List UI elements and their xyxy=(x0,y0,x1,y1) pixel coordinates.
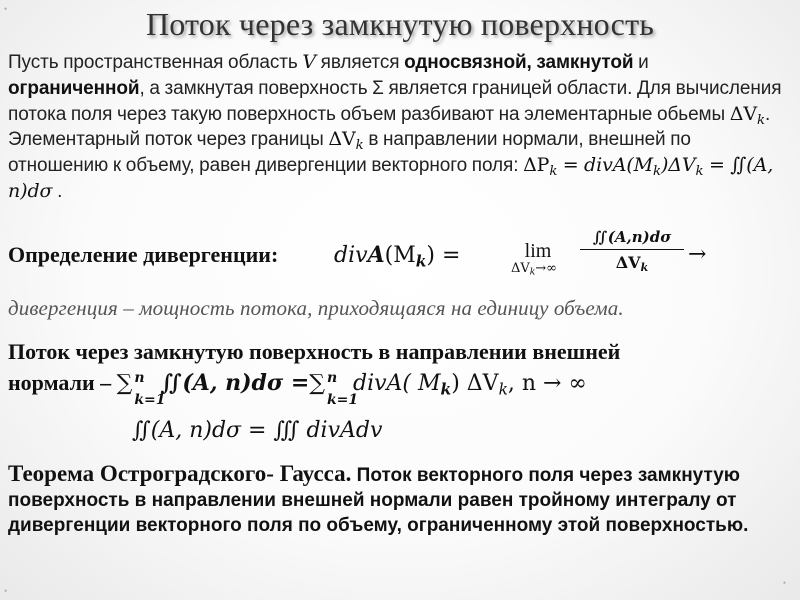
intro-text: . Элементарный поток через границы xyxy=(8,103,771,151)
intro-paragraph: Пусть пространственная область V является односвязной, замкнутой и ограниченной, а замкнутая поверхность Σ является границей области. Для вычисления потока поля через такую поверхность объем разбивают на элементарные обьемы $\Delta V_k$. Элементарный поток через границы $\Delta V_k$ в направлении нормали, внешней по отношению к объему, равен дивергенции векторного поля: $\Delta P_k$ = $divA(M_k)\Delta V_k$ = ∬(A, n)dσ . xyxy=(8,51,782,202)
flux-statement-formula: нормали – ∑ n k=1 ∬(A, n)dσ =∑ n k=1 divA( $M_k$) $\Delta V_k$, n → ∞ xyxy=(8,370,587,408)
corner-mark: • xyxy=(4,586,8,596)
sum-symbol: ∑ n k=1 xyxy=(309,370,359,408)
math-V: V xyxy=(302,51,316,73)
sum-symbol: ∑ n k=1 xyxy=(116,370,166,408)
limit-operator: lim $\Delta V_k\to\infty$ xyxy=(510,240,558,278)
intro-text: , а замкнутая поверхность Σ является границей области. Для вычисления потока поля через такую поверхность объем разбивают на элементарные обьемы xyxy=(8,77,782,125)
corner-mark: • xyxy=(4,4,8,14)
intro-bold: односвязной, замкнутой xyxy=(404,52,634,73)
math-dVk: $\Delta V_k$ xyxy=(729,102,765,128)
flux-element-formula: $\Delta P_k$ = $divA(M_k)\Delta V_k$ = ∬(A, n)dσ xyxy=(8,154,774,202)
definition-label: Определение дивергенции: xyxy=(8,242,279,267)
theorem-title: Теорема Остроградского- Гаусса. xyxy=(8,461,352,486)
slide-title: Поток через замкнутую поверхность xyxy=(145,6,655,42)
arrow-icon: → xyxy=(688,242,707,267)
intro-text: является xyxy=(316,52,405,73)
intro-text: и xyxy=(633,52,649,73)
flux-statement-line1: Поток через замкнутую поверхность в направлении внешней xyxy=(8,339,621,364)
theorem-paragraph xyxy=(8,461,786,538)
divergence-fraction: ∬(A,n)dσ $\Delta V_k$ xyxy=(580,228,684,272)
corner-mark: • xyxy=(782,578,786,588)
divergence-meaning: дивергенция – мощность потока, приходящаяся на единицу объема. xyxy=(8,296,624,320)
intro-bold: ограниченной xyxy=(8,77,140,99)
math-dVk: $\Delta V_k$ xyxy=(328,128,364,154)
gauss-integral-formula: ∬(A, n)dσ = ∭ divAdv xyxy=(132,418,383,443)
divergence-definition xyxy=(8,228,786,288)
intro-text: в направлении нормали, внешней по отношению к объему, равен дивергенции векторного поля: xyxy=(8,129,691,177)
theorem-body: Поток векторного поля через замкнутую поверхность в направлении внешней нормали равен тройному интегралу от дивергенции векторного поля по объему, ограниченному этой поверхностью. xyxy=(8,465,749,536)
definition-lhs: $divA(M_k)$ = xyxy=(334,242,461,271)
intro-text: Пусть пространственная область xyxy=(8,52,303,73)
